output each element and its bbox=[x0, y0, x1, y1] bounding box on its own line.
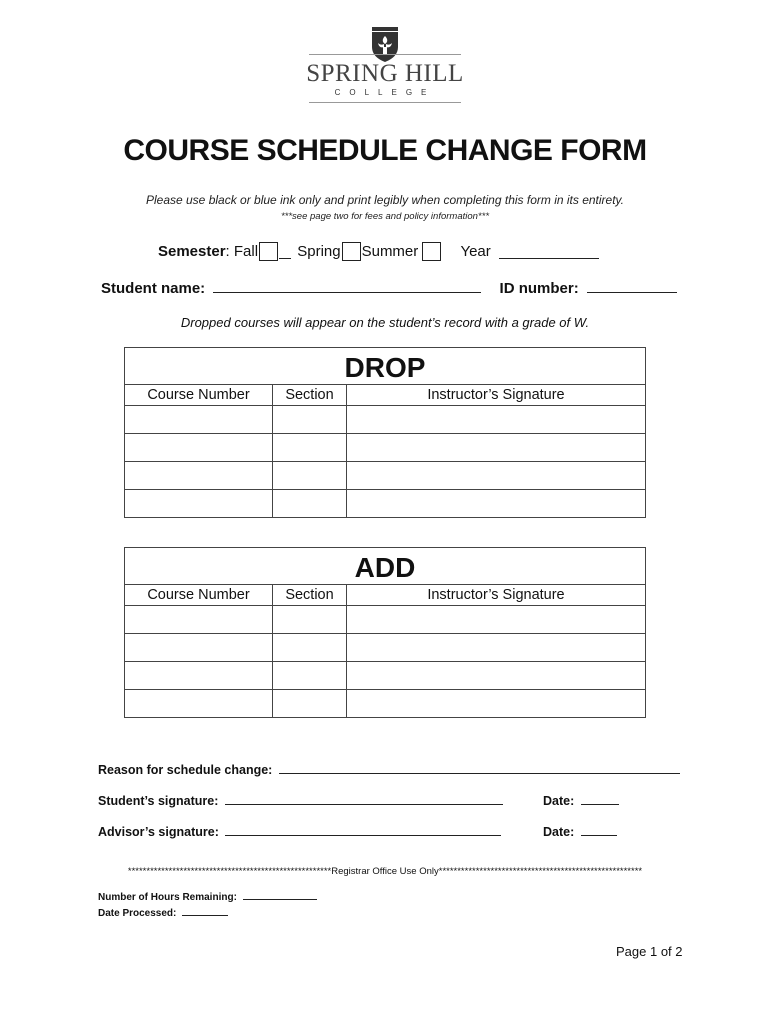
advisor-date-label: Date: bbox=[543, 825, 575, 839]
drop-col-instructor-signature: Instructor’s Signature bbox=[347, 385, 646, 406]
table-row bbox=[125, 406, 646, 434]
table-row bbox=[125, 634, 646, 662]
semester-summer-label: Summer bbox=[361, 243, 419, 260]
drop-course-cell[interactable] bbox=[125, 434, 273, 462]
student-date-field[interactable] bbox=[581, 803, 619, 805]
semester-label: Semester bbox=[158, 243, 226, 260]
advisor-signature-field[interactable] bbox=[225, 834, 501, 836]
add-table bbox=[124, 547, 646, 718]
student-signature-label: Student’s signature: bbox=[98, 794, 219, 808]
summer-checkbox[interactable] bbox=[422, 242, 441, 261]
semester-year-label: Year bbox=[460, 243, 491, 260]
student-name-field[interactable] bbox=[213, 291, 481, 293]
hours-remaining-label: Number of Hours Remaining: bbox=[98, 892, 237, 903]
reason-field[interactable] bbox=[279, 772, 680, 774]
add-heading: ADD bbox=[125, 548, 646, 585]
add-course-cell[interactable] bbox=[125, 634, 273, 662]
table-row bbox=[125, 662, 646, 690]
date-processed-row bbox=[98, 908, 228, 919]
table-row bbox=[125, 606, 646, 634]
student-signature-field[interactable] bbox=[225, 803, 503, 805]
semester-row bbox=[158, 242, 599, 264]
add-col-instructor-signature: Instructor’s Signature bbox=[347, 585, 646, 606]
student-date-row bbox=[543, 794, 619, 808]
add-course-cell[interactable] bbox=[125, 690, 273, 718]
form-title: COURSE SCHEDULE CHANGE FORM bbox=[123, 134, 647, 167]
add-col-course-number: Course Number bbox=[125, 585, 273, 606]
add-signature-cell[interactable] bbox=[347, 634, 646, 662]
drop-course-cell[interactable] bbox=[125, 406, 273, 434]
id-number-label: ID number: bbox=[499, 280, 579, 297]
drop-col-section: Section bbox=[273, 385, 347, 406]
student-signature-row bbox=[98, 794, 503, 808]
drop-section-cell[interactable] bbox=[273, 462, 347, 490]
table-row bbox=[125, 434, 646, 462]
fall-underline bbox=[279, 244, 291, 259]
student-name-label: Student name: bbox=[101, 280, 206, 297]
drop-section-cell[interactable] bbox=[273, 434, 347, 462]
fall-checkbox[interactable] bbox=[259, 242, 278, 261]
add-signature-cell[interactable] bbox=[347, 606, 646, 634]
drop-col-course-number: Course Number bbox=[125, 385, 273, 406]
registrar-office-banner: *******************************************************Registrar Office Use Only******************************************************* bbox=[127, 866, 643, 877]
date-processed-field[interactable] bbox=[182, 914, 228, 916]
add-section-cell[interactable] bbox=[273, 606, 347, 634]
drop-signature-cell[interactable] bbox=[347, 490, 646, 518]
hours-remaining-field[interactable] bbox=[243, 898, 317, 900]
drop-section-cell[interactable] bbox=[273, 490, 347, 518]
add-col-section: Section bbox=[273, 585, 347, 606]
semester-spring-label: Spring bbox=[297, 243, 341, 260]
id-number-field[interactable] bbox=[587, 291, 677, 293]
advisor-signature-row bbox=[98, 825, 501, 839]
instructions-line-2: ***see page two for fees and policy information*** bbox=[280, 211, 490, 222]
table-row bbox=[125, 462, 646, 490]
hours-remaining-row bbox=[98, 892, 317, 903]
add-signature-cell[interactable] bbox=[347, 662, 646, 690]
add-section-cell[interactable] bbox=[273, 690, 347, 718]
drop-table bbox=[124, 347, 646, 518]
page-number: Page 1 of 2 bbox=[616, 944, 683, 959]
drop-course-cell[interactable] bbox=[125, 462, 273, 490]
reason-row bbox=[98, 763, 680, 777]
logo-subtitle: COLLEGE bbox=[334, 88, 436, 97]
add-course-cell[interactable] bbox=[125, 606, 273, 634]
reason-label: Reason for schedule change: bbox=[98, 763, 273, 777]
student-date-label: Date: bbox=[543, 794, 575, 808]
college-crest-icon bbox=[371, 27, 399, 63]
advisor-date-row bbox=[543, 825, 617, 839]
spring-checkbox[interactable] bbox=[342, 242, 361, 261]
drop-heading: DROP bbox=[125, 348, 646, 385]
semester-fall-label: : Fall bbox=[225, 243, 259, 260]
table-row bbox=[125, 490, 646, 518]
add-section-cell[interactable] bbox=[273, 634, 347, 662]
logo-name: SPRING HILL bbox=[306, 60, 464, 87]
table-row bbox=[125, 690, 646, 718]
advisor-signature-label: Advisor’s signature: bbox=[98, 825, 219, 839]
drop-signature-cell[interactable] bbox=[347, 434, 646, 462]
drop-signature-cell[interactable] bbox=[347, 462, 646, 490]
drop-section-cell[interactable] bbox=[273, 406, 347, 434]
drop-course-cell[interactable] bbox=[125, 490, 273, 518]
instructions-line-1: Please use black or blue ink only and print legibly when completing this form in its entirety. bbox=[145, 193, 625, 207]
dropped-note: Dropped courses will appear on the student’s record with a grade of W. bbox=[180, 315, 590, 330]
date-processed-label: Date Processed: bbox=[98, 908, 177, 919]
year-field[interactable] bbox=[499, 244, 599, 259]
logo-divider-bottom bbox=[309, 102, 461, 103]
add-signature-cell[interactable] bbox=[347, 690, 646, 718]
student-row bbox=[101, 280, 677, 297]
drop-signature-cell[interactable] bbox=[347, 406, 646, 434]
add-section-cell[interactable] bbox=[273, 662, 347, 690]
logo-divider-top bbox=[309, 54, 461, 55]
advisor-date-field[interactable] bbox=[581, 834, 617, 836]
add-course-cell[interactable] bbox=[125, 662, 273, 690]
